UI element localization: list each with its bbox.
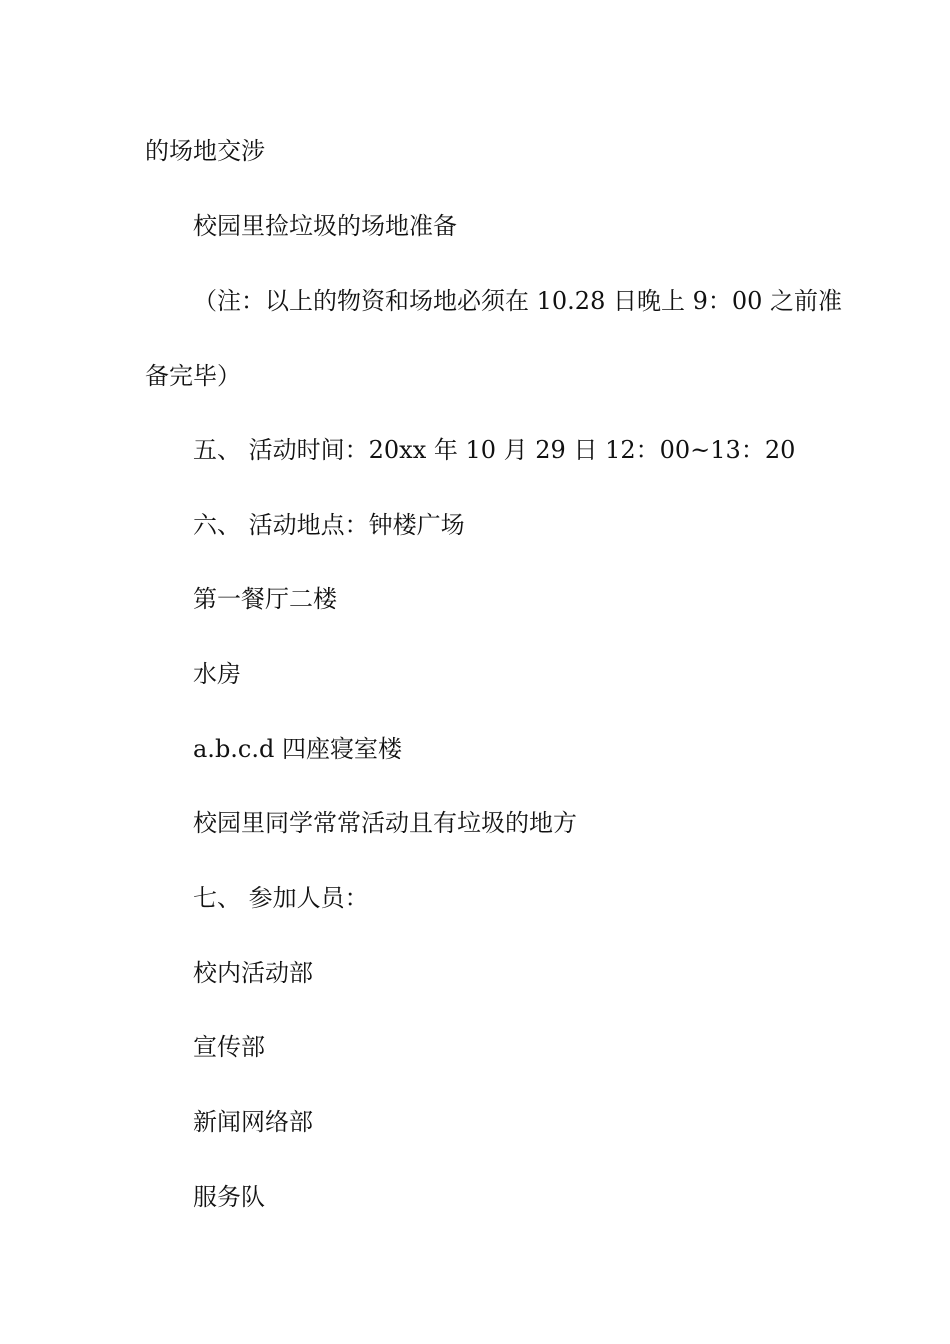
text-line: 校园里捡垃圾的场地准备: [193, 212, 457, 240]
text-line: 备完毕）: [145, 362, 241, 390]
section-heading: 五、 活动时间：20xx 年 10 月 29 日 12：00~13：20: [193, 436, 796, 464]
list-item: 宣传部: [193, 1033, 265, 1061]
section-heading: 六、 活动地点：钟楼广场: [193, 511, 465, 539]
list-item: 校内活动部: [193, 959, 313, 987]
list-item: 新闻网络部: [193, 1108, 313, 1136]
list-item: a.b.c.d 四座寝室楼: [193, 735, 402, 763]
text-line: 的场地交涉: [145, 137, 265, 165]
section-heading: 七、 参加人员：: [193, 884, 369, 912]
list-item: 第一餐厅二楼: [193, 585, 337, 613]
list-item: 水房: [193, 660, 241, 688]
list-item: 校园里同学常常活动且有垃圾的地方: [193, 809, 577, 837]
list-item: 服务队: [193, 1183, 265, 1211]
text-line: （注：以上的物资和场地必须在 10.28 日晚上 9：00 之前准: [193, 287, 843, 315]
